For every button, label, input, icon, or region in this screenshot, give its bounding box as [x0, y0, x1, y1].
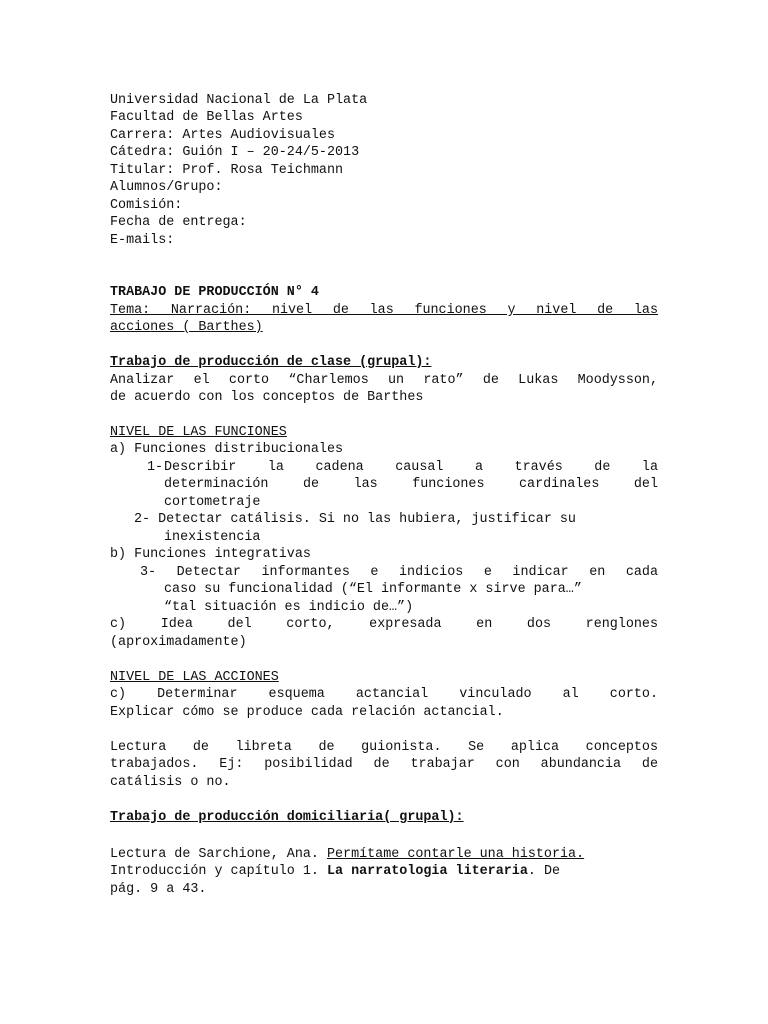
- home-work-line2: [110, 863, 560, 880]
- class-work-intro-line2: de acuerdo con los conceptos de Barthes: [110, 390, 424, 405]
- functions-item2-line2: inexistencia: [164, 530, 261, 545]
- header-career: Carrera: Artes Audiovisuales: [110, 128, 335, 143]
- header-due-date: Fecha de entrega:: [110, 215, 247, 230]
- functions-item3-line2: caso su funcionalidad (“El informante x sirve para…”: [164, 582, 582, 597]
- assignment-title: TRABAJO DE PRODUCCIÓN N° 4: [110, 285, 319, 300]
- book-title: Permítame contarle una historia.: [326, 847, 585, 862]
- home-work-heading: Trabajo de producción domiciliaria( grupal):: [110, 810, 464, 825]
- functions-heading: NIVEL DE LAS FUNCIONES: [110, 425, 287, 440]
- home-work-line2-suffix: . De: [527, 864, 561, 879]
- reading-line3: catálisis o no.: [110, 775, 231, 790]
- functions-c-line1: c) Idea del corto, expresada en dos renglones: [110, 617, 658, 632]
- functions-a-label: a) Funciones distribucionales: [110, 442, 344, 457]
- functions-item1-line2: determinación de las funciones cardinales del: [164, 477, 658, 492]
- home-work-line3: pág. 9 a 43.: [110, 882, 207, 897]
- header-university: Universidad Nacional de La Plata: [110, 93, 368, 108]
- functions-item3-line3: “tal situación es indicio de…”): [164, 600, 414, 615]
- home-work-line1: [110, 846, 584, 863]
- actions-heading: NIVEL DE LAS ACCIONES: [110, 670, 279, 685]
- actions-c-line1: c) Determinar esquema actancial vinculado al corto.: [110, 687, 658, 702]
- header-chair: Cátedra: Guión I – 20-24/5-2013: [110, 145, 360, 160]
- class-work-intro-line1: Analizar el corto “Charlemos un rato” de Lukas Moodysson,: [110, 373, 658, 388]
- reading-line1: Lectura de libreta de guionista. Se aplica conceptos: [110, 740, 658, 755]
- home-work-line2-prefix: Introducción y capítulo 1.: [110, 864, 327, 879]
- functions-item1-line1: Describir la cadena causal a través de la: [164, 460, 658, 475]
- header-faculty: Facultad de Bellas Artes: [110, 110, 303, 125]
- functions-c-line2: (aproximadamente): [110, 635, 247, 650]
- reading-line2: trabajados. Ej: posibilidad de trabajar con abundancia de: [110, 757, 658, 772]
- functions-item1-number: 1-: [147, 460, 164, 475]
- header-teacher: Titular: Prof. Rosa Teichmann: [110, 163, 344, 178]
- assignment-topic-line2: acciones ( Barthes): [110, 320, 263, 335]
- chapter-title: La narratologia literaria: [326, 864, 528, 879]
- header-commission: Comisión:: [110, 198, 183, 213]
- functions-item3-line1: 3- Detectar informantes e indicios e indicar en cada: [140, 565, 658, 580]
- class-work-heading: Trabajo de producción de clase (grupal):: [110, 355, 432, 370]
- functions-item2-line1: 2- Detectar catálisis. Si no las hubiera, justificar su: [134, 512, 576, 527]
- assignment-topic-line1: Tema: Narración: nivel de las funciones y nivel de las: [110, 303, 658, 318]
- header-students: Alumnos/Grupo:: [110, 180, 223, 195]
- actions-c-line2: Explicar cómo se produce cada relación actancial.: [110, 705, 504, 720]
- header-emails: E-mails:: [110, 233, 175, 248]
- functions-item1-line3: cortometraje: [164, 495, 261, 510]
- functions-b-label: b) Funciones integrativas: [110, 547, 311, 562]
- home-work-line1-prefix: Lectura de Sarchione, Ana.: [110, 847, 327, 862]
